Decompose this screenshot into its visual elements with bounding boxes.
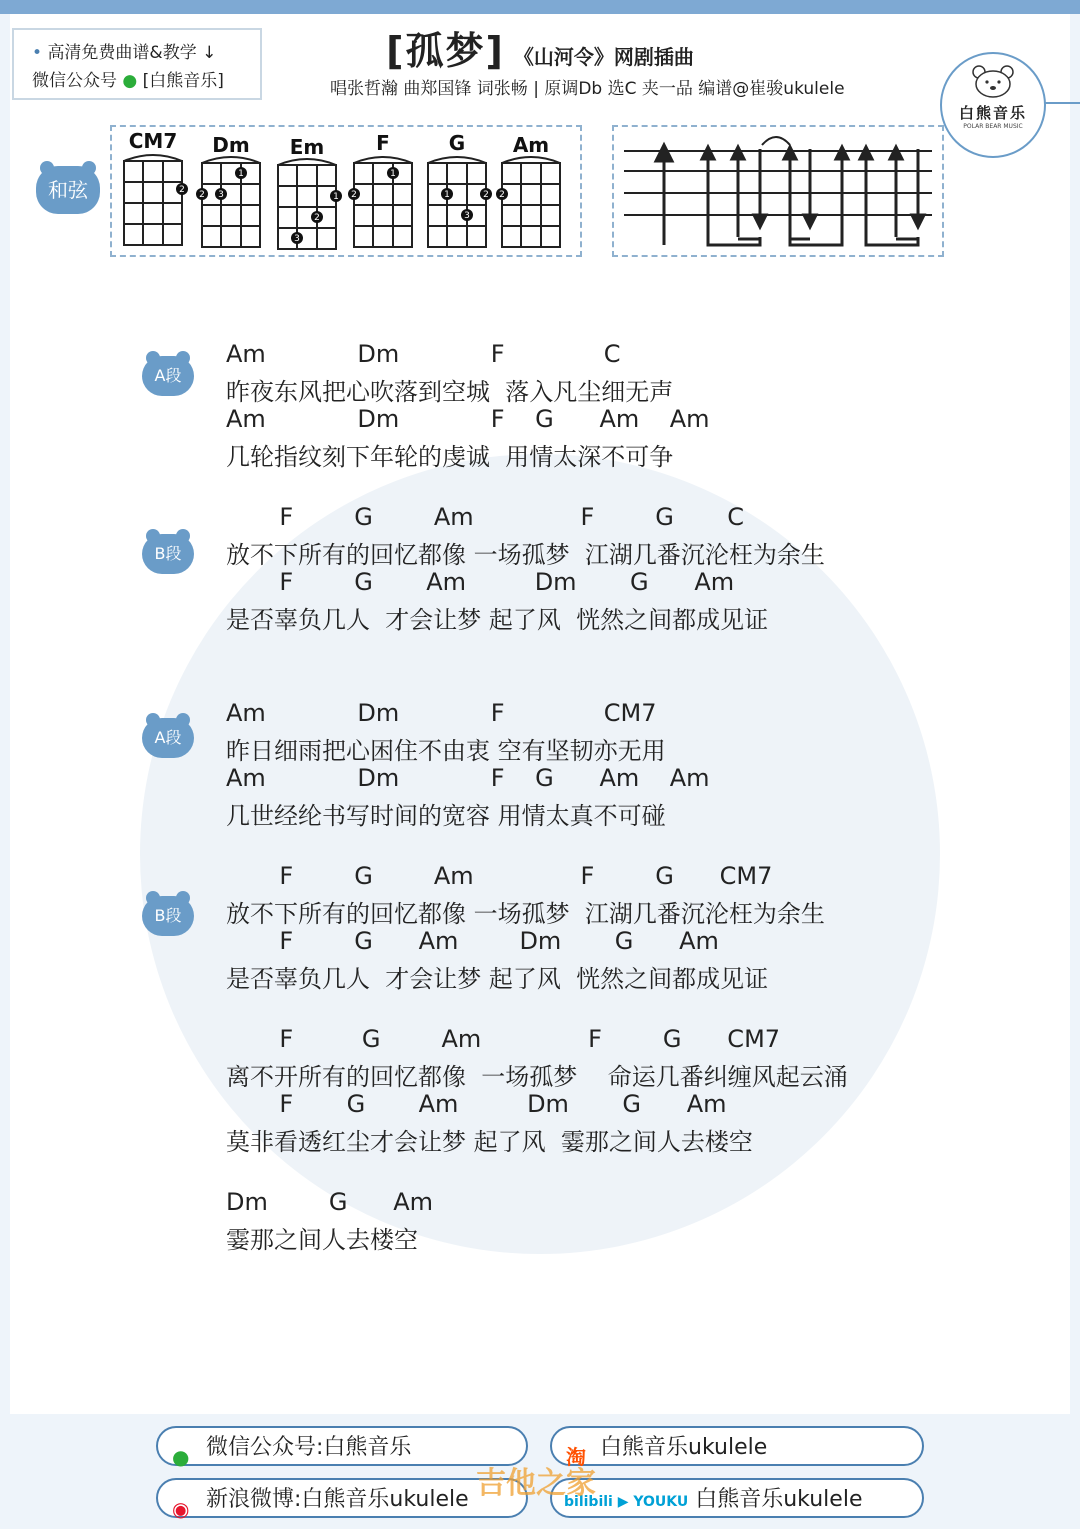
- lyric-line: 霎那之间人去楼空: [226, 1226, 418, 1254]
- section-badge: A段: [142, 718, 194, 758]
- taobao-icon: 淘: [566, 1445, 586, 1469]
- lyric-line: 几轮指纹刻下年轮的虔诚 用情太深不可争: [226, 443, 674, 471]
- wechat-icon: ●: [172, 1445, 190, 1469]
- promo-line-1: • 高清免费曲谱&教学 ↓: [32, 43, 217, 63]
- svg-text:3: 3: [294, 234, 300, 244]
- chord-line: Am Dm F G Am Am: [226, 764, 710, 792]
- chord-diagrams-panel: [110, 125, 582, 257]
- svg-text:2: 2: [179, 185, 185, 195]
- strum-pattern-svg: [614, 127, 942, 255]
- logo-subtext: POLAR BEAR MUSIC: [963, 123, 1023, 130]
- svg-text:3: 3: [464, 211, 470, 221]
- chord-line: F G Am F G C: [226, 503, 745, 531]
- svg-text:1: 1: [444, 190, 450, 200]
- chord-line: F G Am Dm G Am: [226, 1090, 727, 1118]
- credits: 唱张哲瀚 曲郑国锋 词张畅 | 原调Db 选C 夹一品 编谱@崔骏ukulele: [330, 79, 845, 99]
- bear-icon: [971, 64, 1015, 98]
- footer-video[interactable]: bilibili ▶ YOUKU 白熊音乐ukulele: [550, 1478, 924, 1518]
- chord-name: Dm: [212, 133, 250, 157]
- chord-line: F G Am Dm G Am: [226, 568, 735, 596]
- section-badge: B段: [142, 896, 194, 936]
- lyric-line: 莫非看透红尘才会让梦 起了风 霎那之间人去楼空: [226, 1128, 753, 1156]
- chord-name: F: [376, 131, 390, 155]
- song-title: [孤梦]: [386, 29, 505, 73]
- chord-name: CM7: [128, 129, 178, 153]
- chord-line: F G Am Dm G Am: [226, 927, 719, 955]
- chord-line: Am Dm F CM7: [226, 699, 657, 727]
- watermark-text: 吉他之家: [476, 1466, 596, 1501]
- chord-line: Am Dm F G Am Am: [226, 405, 710, 433]
- svg-text:1: 1: [333, 192, 339, 202]
- footer-weibo[interactable]: ◉ 新浪微博:白熊音乐ukulele: [156, 1478, 528, 1518]
- svg-text:2: 2: [483, 190, 489, 200]
- chord-line: F G Am F G CM7: [226, 862, 773, 890]
- lyric-line: 昨日细雨把心困住不由衷 空有坚韧亦无用: [226, 737, 666, 765]
- lyric-line: 放不下所有的回忆都像 一场孤梦 江湖几番沉沦枉为余生: [226, 900, 825, 928]
- chords-badge: 和弦: [36, 166, 100, 214]
- song-subtitle: 《山河令》网剧插曲: [513, 45, 694, 69]
- lyric-line: 昨夜东风把心吹落到空城 落入凡尘细无声: [226, 378, 674, 406]
- logo-line: [1042, 102, 1080, 104]
- chord-line: Dm G Am: [226, 1188, 434, 1216]
- lyric-line: 放不下所有的回忆都像 一场孤梦 江湖几番沉沦枉为余生: [226, 541, 825, 569]
- section-badge: A段: [142, 356, 194, 396]
- chord-line: F G Am F G CM7: [226, 1025, 781, 1053]
- svg-text:2: 2: [199, 190, 205, 200]
- chord-line: Am Dm F C: [226, 340, 621, 368]
- svg-text:2: 2: [351, 190, 357, 200]
- svg-text:2: 2: [499, 190, 505, 200]
- wechat-icon: ●: [122, 71, 138, 91]
- lyric-line: 是否辜负几人 才会让梦 起了风 恍然之间都成见证: [226, 606, 769, 634]
- lyric-line: 几世经纶书写时间的宽容 用情太真不可碰: [226, 802, 666, 830]
- footer-taobao[interactable]: 淘 白熊音乐ukulele: [550, 1426, 924, 1466]
- svg-text:2: 2: [314, 213, 320, 223]
- chord-name: Em: [289, 135, 325, 159]
- chord-name: Am: [512, 133, 550, 157]
- lyric-line: 离不开所有的回忆都像 一场孤梦 命运几番纠缠风起云涌: [226, 1063, 848, 1091]
- svg-text:1: 1: [390, 169, 396, 179]
- svg-text:1: 1: [238, 169, 244, 179]
- weibo-icon: ◉: [172, 1497, 190, 1521]
- logo-text: 白熊音乐: [958, 104, 1027, 122]
- title-row: [0, 20, 1080, 75]
- section-badge: B段: [142, 534, 194, 574]
- top-bar: [0, 0, 1080, 14]
- lyric-line: 是否辜负几人 才会让梦 起了风 恍然之间都成见证: [226, 965, 769, 993]
- footer-wechat[interactable]: ● 微信公众号:白熊音乐: [156, 1426, 528, 1466]
- brand-logo: [940, 52, 1046, 158]
- svg-text:3: 3: [218, 190, 224, 200]
- strum-pattern-panel: [612, 125, 944, 257]
- promo-line-2: 微信公众号 ● [白熊音乐]: [32, 71, 224, 91]
- video-platform-icons: bilibili ▶ YOUKU: [564, 1494, 689, 1510]
- chord-name: G: [448, 131, 466, 155]
